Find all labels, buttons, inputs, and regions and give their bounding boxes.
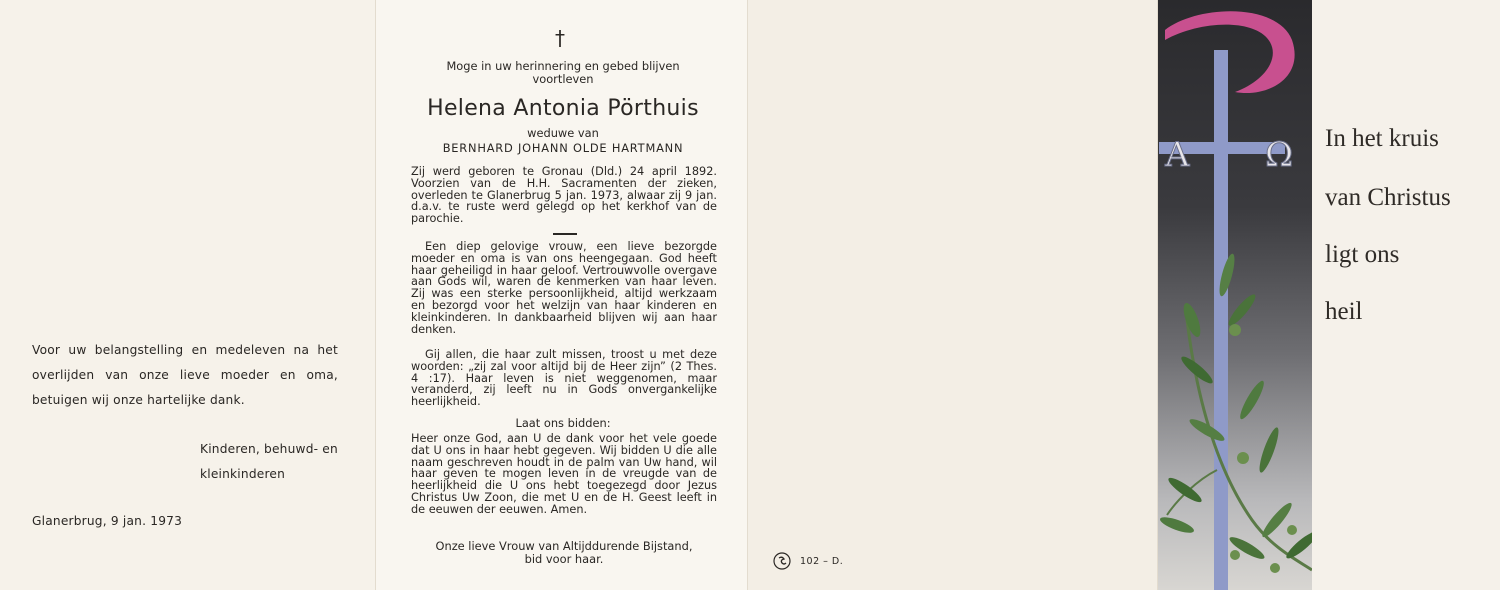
fold-line [375, 0, 376, 590]
printer-code: 102 – D. [800, 556, 844, 567]
prayer-text: Heer onze God, aan U de dank voor het vele goede dat U ons in haar hebt gegeven. Wij bidden U die alle naam geschreven houdt in de palm van Uw hand, wil haar geven te mogen leven in de vreugde van de heerlijkheid die U ons hebt toegezegd door Jezus Christus Uw Zoon, die met U en de H. Geest leeft in de eeuwen der eeuwen. Amen. [411, 432, 717, 516]
consolation-paragraph: Gij allen, die haar zult missen, troost u met deze woorden: „zij zal voor altijd bij de Heer zijn” (2 Thes. 4 :17). Haar leven is niet weggenomen, maar veranderd, zij leeft nu in Gods onvergankelijke heerlijkheid. [411, 348, 717, 409]
alpha-icon: A [1165, 135, 1190, 175]
husband-name: BERNHARD JOHANN OLDE HARTMANN [442, 141, 684, 155]
divider [553, 233, 577, 235]
verse-line-4: heil [1325, 298, 1363, 325]
final-invocation-line-2: bid voor haar. [524, 552, 604, 566]
signature-line-1: Kinderen, behuwd- en [200, 442, 338, 456]
cross-illustration [1157, 0, 1312, 590]
signature-line-2: kleinkinderen [200, 467, 286, 481]
cover-panel [1157, 0, 1500, 590]
widow-of-label: weduwe van [527, 126, 599, 140]
biography: Zij werd geboren te Gronau (Dld.) 24 april 1892. Voorzien van de H.H. Sacramenten der zieken, overleden te Glanerbrug 5 jan. 1973, alwaar zij 9 jan. d.a.v. te ruste werd gelegd op het kerkhof van de parochie. [411, 165, 717, 226]
thanks-text: Voor uw belangstelling en medeleven na het overlijden van onze lieve moeder en oma, betuigen wij onze hartelijke dank. [32, 343, 338, 407]
thanks-panel [0, 0, 375, 590]
prayer-label: Laat ons bidden: [515, 416, 611, 430]
tribute-paragraph: Een diep gelovige vrouw, een lieve bezorgde moeder en oma is van ons heengegaan. God heeft haar geheiligd in haar geloof. Vertrouwvolle overgave aan Gods wil, waren de kenmerken van haar leven. Zij was een sterke persoonlijkheid, altijd werkzaam en bezorgd voor het welzijn van haar kinderen en kleinkinderen. In dankbaarheid blijven wij aan haar denken. [411, 240, 717, 336]
verse-line-2: van Christus [1325, 184, 1451, 211]
verse-line-3: ligt ons [1325, 241, 1400, 268]
cross-vertical [1214, 50, 1228, 590]
place-date: Glanerbrug, 9 jan. 1973 [32, 514, 183, 528]
cross-icon: † [555, 26, 565, 50]
final-invocation-line-1: Onze lieve Vrouw van Altijddurende Bijstand, [435, 539, 693, 553]
memorial-text-panel [375, 0, 747, 590]
back-panel [747, 0, 1157, 590]
deceased-name: Helena Antonia Pörthuis [427, 96, 699, 121]
verse-line-1: In het kruis [1325, 125, 1439, 152]
dark-band [1157, 0, 1312, 590]
fold-line [747, 0, 748, 590]
omega-icon: Ω [1265, 135, 1294, 175]
fold-line [1157, 0, 1158, 590]
printer-logo-icon [773, 552, 791, 570]
signature [200, 437, 340, 487]
remembrance-intro: Moge in uw herinnering en gebed blijven voortleven [446, 59, 680, 86]
